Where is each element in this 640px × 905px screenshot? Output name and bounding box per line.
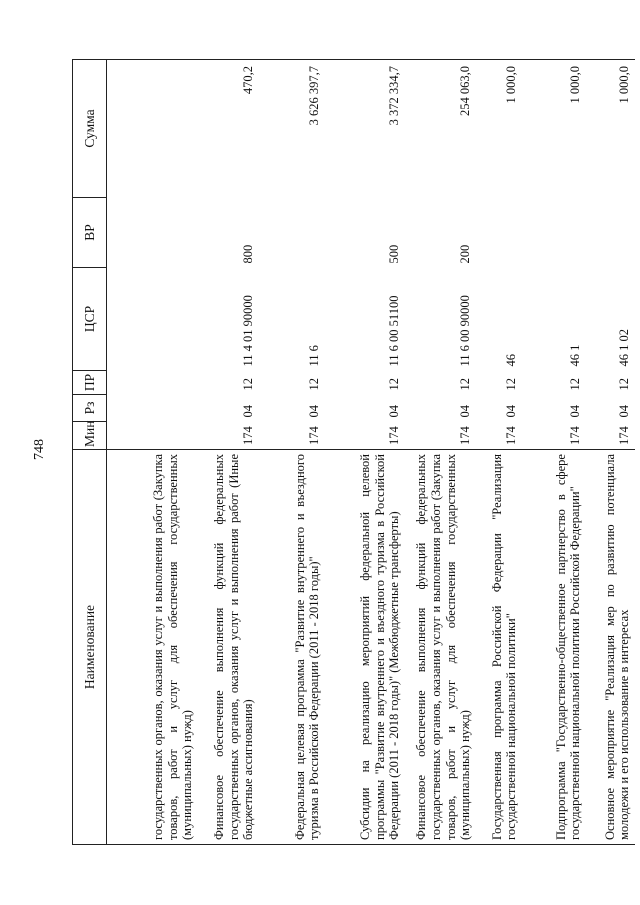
row-sum: 1 000,0	[522, 60, 586, 198]
header-name: Наименование	[73, 450, 107, 845]
row-sum: 470,2	[198, 60, 259, 198]
row-sum: 254 063,0	[405, 60, 476, 198]
table-row	[259, 60, 325, 845]
row-csr: 11 6 00 90000	[458, 295, 473, 367]
row-vr: 500	[387, 244, 402, 264]
row-pr: 12	[617, 378, 632, 391]
row-pr: 12	[387, 378, 402, 391]
row-vr: 200	[458, 244, 473, 264]
row-sum: 1 000,0	[476, 60, 522, 198]
row-min: 174	[504, 426, 519, 445]
row-name: Основное мероприятие "Реализация мер по развитию потенциала молодежи и его использование в интересах	[586, 450, 635, 845]
table-row	[198, 60, 259, 845]
row-pr: 12	[307, 378, 322, 391]
header-csr: ЦСР	[73, 268, 107, 371]
row-min: 174	[307, 426, 322, 445]
row-pr	[107, 371, 199, 395]
row-min: 174	[568, 426, 583, 445]
row-min: 174	[458, 426, 473, 445]
row-sum: 3 372 334,7	[325, 60, 405, 198]
row-pr: 12	[568, 378, 583, 391]
row-vr	[259, 198, 325, 268]
row-name: Подпрограмма "Государственно-общественное партнерство в сфере государственной национальной политики Российской Федерации"	[522, 450, 586, 845]
row-rz: 04	[307, 405, 322, 418]
row-csr: 11 6 00 51100	[387, 295, 402, 367]
row-csr: 46	[504, 354, 519, 367]
table-row	[476, 60, 522, 845]
row-name: Субсидии на реализацию мероприятий федеральной целевой программы "Развитие внутреннего и въездного туризма в Российской Федерации (2011 - 2018 годы)" (Межбюджетные трансферты)	[325, 450, 405, 845]
row-min: 174	[617, 426, 632, 445]
row-rz: 04	[504, 405, 519, 418]
rotated-page	[72, 60, 632, 845]
row-name: государственных органов, оказания услуг и выполнения работ (Закупка товаров, работ и услуг для обеспечения государственных (муниципальных) нужд)	[107, 450, 199, 845]
header-rz: Рз	[73, 395, 107, 422]
row-sum	[107, 60, 199, 198]
row-pr: 12	[504, 378, 519, 391]
table-row	[325, 60, 405, 845]
page-number: 748	[32, 439, 47, 460]
row-sum: 3 626 397,7	[259, 60, 325, 198]
row-vr	[107, 198, 199, 268]
header-min: Мин	[73, 422, 107, 450]
row-name: Государственная программа Российской Федерации "Реализация государственной национальной политики"	[476, 450, 522, 845]
table-row	[522, 60, 586, 845]
row-csr: 46 1 02	[617, 329, 632, 367]
row-csr: 11 6	[307, 345, 322, 367]
row-rz: 04	[568, 405, 583, 418]
row-rz: 04	[617, 405, 632, 418]
row-pr: 12	[458, 378, 473, 391]
row-rz: 04	[458, 405, 473, 418]
row-name: Финансовое обеспечение выполнения функций федеральных государственных органов, оказания услуг и выполнения работ (Закупка товаров, работ и услуг для обеспечения государственных (муниципальных) нужд)	[405, 450, 476, 845]
row-csr: 46 1	[568, 344, 583, 367]
row-csr	[107, 268, 199, 371]
row-pr: 12	[241, 378, 256, 391]
table-row	[586, 60, 635, 845]
row-vr	[522, 198, 586, 268]
table-header	[73, 60, 107, 845]
row-name: Финансовое обеспечение выполнения функций федеральных государственных органов, оказания услуг и выполнения работ (Иные бюджетные ассигнования)	[198, 450, 259, 845]
row-vr	[476, 198, 522, 268]
row-min: 174	[241, 426, 256, 445]
row-vr: 800	[241, 244, 256, 264]
header-vr: ВР	[73, 198, 107, 268]
table-row	[107, 60, 199, 845]
row-vr	[586, 198, 635, 268]
row-sum: 1 000,0	[586, 60, 635, 198]
budget-table	[72, 59, 635, 845]
header-sum: Сумма	[73, 60, 107, 198]
header-pr: ПР	[73, 371, 107, 395]
table-row	[405, 60, 476, 845]
row-min	[107, 422, 199, 450]
row-name: Федеральная целевая программа "Развитие внутреннего и въездного туризма в Российской Федерации (2011 - 2018 годы)"	[259, 450, 325, 845]
row-min: 174	[387, 426, 402, 445]
row-rz	[107, 395, 199, 422]
row-rz: 04	[241, 405, 256, 418]
row-rz: 04	[387, 405, 402, 418]
row-csr: 11 4 01 90000	[241, 295, 256, 367]
